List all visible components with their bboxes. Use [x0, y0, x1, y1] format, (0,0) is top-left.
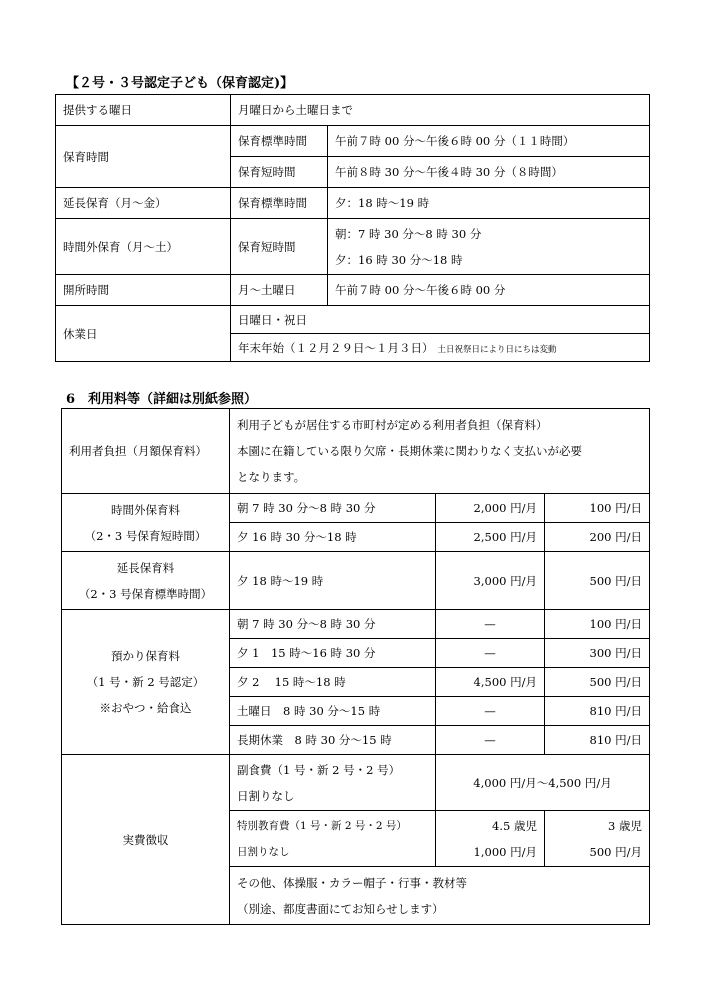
- closed-days-value1: 日曜日・祝日: [231, 306, 650, 334]
- burden-line3: となります。: [237, 470, 306, 484]
- azukari-fee-time: 朝 7 時 30 分～8 時 30 分: [230, 610, 436, 639]
- short-hours-label: 保育短時間: [231, 157, 328, 188]
- open-hours-label: 開所時間: [56, 275, 231, 306]
- overtime-fee-subtitle: （2・3 号保育短時間）: [84, 528, 207, 543]
- short-hours-value: 午前８時 30 分～午後４時 30 分（８時間）: [328, 157, 650, 188]
- sub-food-note: 日割りなし: [237, 788, 295, 803]
- open-hours-value: 午前７時 00 分～午後６時 00 分: [328, 275, 650, 306]
- overtime-fee-daily: 200 円/日: [545, 523, 650, 552]
- standard-hours-label: 保育標準時間: [231, 126, 328, 157]
- burden-line1: 利用子どもが居住する市町村が定める利用者負担（保育料）: [237, 418, 548, 432]
- other-costs-line1: その他、体操服・カラー帽子・行事・教材等: [237, 875, 467, 890]
- open-hours-sub: 月～土曜日: [231, 275, 328, 306]
- days-label: 提供する曜日: [56, 95, 231, 126]
- extended-fee-subtitle: （2・3 号保育標準時間）: [78, 586, 213, 601]
- overtime-care-label: 時間外保育（月～土）: [56, 219, 231, 275]
- extended-fee-daily: 500 円/日: [545, 552, 650, 610]
- nursery-hours-table: [55, 94, 650, 362]
- fees-table: [61, 408, 650, 925]
- special-fee-amount-younger: 500 円/月: [589, 844, 642, 859]
- azukari-fee-daily: 810 円/日: [545, 697, 650, 726]
- azukari-fee-time: 土曜日 8 時 30 分～15 時: [230, 697, 436, 726]
- special-fee-older: [436, 811, 545, 867]
- hours-label: 保育時間: [56, 126, 231, 188]
- extended-fee-title: 延長保育料: [116, 560, 175, 575]
- special-fee-younger: [545, 811, 650, 867]
- azukari-fee-time: 夕 2 15 時～18 時: [230, 668, 436, 697]
- overtime-care-value: [328, 219, 650, 275]
- azukari-fee-monthly: —: [436, 610, 545, 639]
- extended-care-value: 夕：18 時～19 時: [328, 188, 650, 219]
- special-fee-label: [230, 811, 436, 867]
- burden-value: [230, 409, 650, 494]
- azukari-fee-subtitle: （1 号・新 2 号認定）: [86, 675, 205, 689]
- overtime-fee-label: [62, 494, 230, 552]
- azukari-fee-time: 夕 1 15 時～16 時 30 分: [230, 639, 436, 668]
- standard-hours-value: 午前７時 00 分～午後６時 00 分（１１時間）: [328, 126, 650, 157]
- azukari-fee-daily: 300 円/日: [545, 639, 650, 668]
- closed-days-label: 休業日: [56, 306, 231, 362]
- special-fee-amount-older: 1,000 円/月: [473, 844, 537, 859]
- extended-care-label: 延長保育（月～金）: [56, 188, 231, 219]
- overtime-fee-title: 時間外保育料: [111, 502, 180, 517]
- sub-food-title: 副食費（1 号・新 2 号・2 号）: [237, 762, 401, 777]
- azukari-fee-monthly: —: [436, 697, 545, 726]
- sub-food-label: [230, 755, 436, 811]
- overtime-care-sub: 保育短時間: [231, 219, 328, 275]
- overtime-morning: 朝：7 時 30 分～8 時 30 分: [335, 226, 482, 241]
- burden-line2: 本園に在籍している限り欠席・長期休業に関わりなく支払いが必要: [237, 444, 582, 458]
- special-fee-age-younger: 3 歳児: [608, 818, 642, 833]
- overtime-fee-time: 夕 16 時 30 分～18 時: [230, 523, 436, 552]
- special-fee-note: 日割りなし: [237, 845, 290, 858]
- extended-fee-monthly: 3,000 円/月: [436, 552, 545, 610]
- overtime-fee-time: 朝 7 時 30 分～8 時 30 分: [230, 494, 436, 523]
- sub-food-value: 4,000 円/月～4,500 円/月: [436, 755, 650, 811]
- azukari-fee-label: [62, 610, 230, 755]
- actual-cost-label: 実費徴収: [62, 755, 230, 925]
- overtime-fee-daily: 100 円/日: [545, 494, 650, 523]
- closed-days-note: 土日祝祭日により日にちは変動: [437, 344, 557, 355]
- azukari-fee-daily: 100 円/日: [545, 610, 650, 639]
- section-heading-nursery-recognition: 【２号・３号認定子ども（保育認定)】: [66, 76, 294, 91]
- special-fee-title: 特別教育費（1 号・新 2 号・2 号）: [237, 819, 407, 832]
- special-fee-age-older: 4.5 歳児: [492, 818, 537, 833]
- closed-days-period: 年末年始（１２月２９日～１月３日）: [238, 340, 434, 355]
- burden-label: 利用者負担（月額保育料）: [62, 409, 230, 494]
- overtime-fee-monthly: 2,500 円/月: [436, 523, 545, 552]
- extended-care-sub: 保育標準時間: [231, 188, 328, 219]
- azukari-fee-daily: 500 円/日: [545, 668, 650, 697]
- extended-fee-label: [62, 552, 230, 610]
- extended-fee-time: 夕 18 時～19 時: [230, 552, 436, 610]
- azukari-fee-note: ※おやつ・給食込: [99, 701, 192, 715]
- other-costs: [230, 867, 650, 925]
- azukari-fee-monthly: 4,500 円/月: [436, 668, 545, 697]
- overtime-fee-monthly: 2,000 円/月: [436, 494, 545, 523]
- azukari-fee-monthly: —: [436, 726, 545, 755]
- azukari-fee-monthly: —: [436, 639, 545, 668]
- days-value: 月曜日から土曜日まで: [231, 95, 650, 126]
- closed-days-value2: [231, 334, 650, 362]
- azukari-fee-title: 預かり保育料: [111, 649, 180, 663]
- azukari-fee-time: 長期休業 8 時 30 分～15 時: [230, 726, 436, 755]
- section-heading-fees: 6 利用料等（詳細は別紙参照）: [66, 392, 258, 407]
- overtime-evening: 夕：16 時 30 分～18 時: [335, 252, 463, 267]
- other-costs-line2: （別途、都度書面にてお知らせします）: [237, 901, 444, 916]
- azukari-fee-daily: 810 円/日: [545, 726, 650, 755]
